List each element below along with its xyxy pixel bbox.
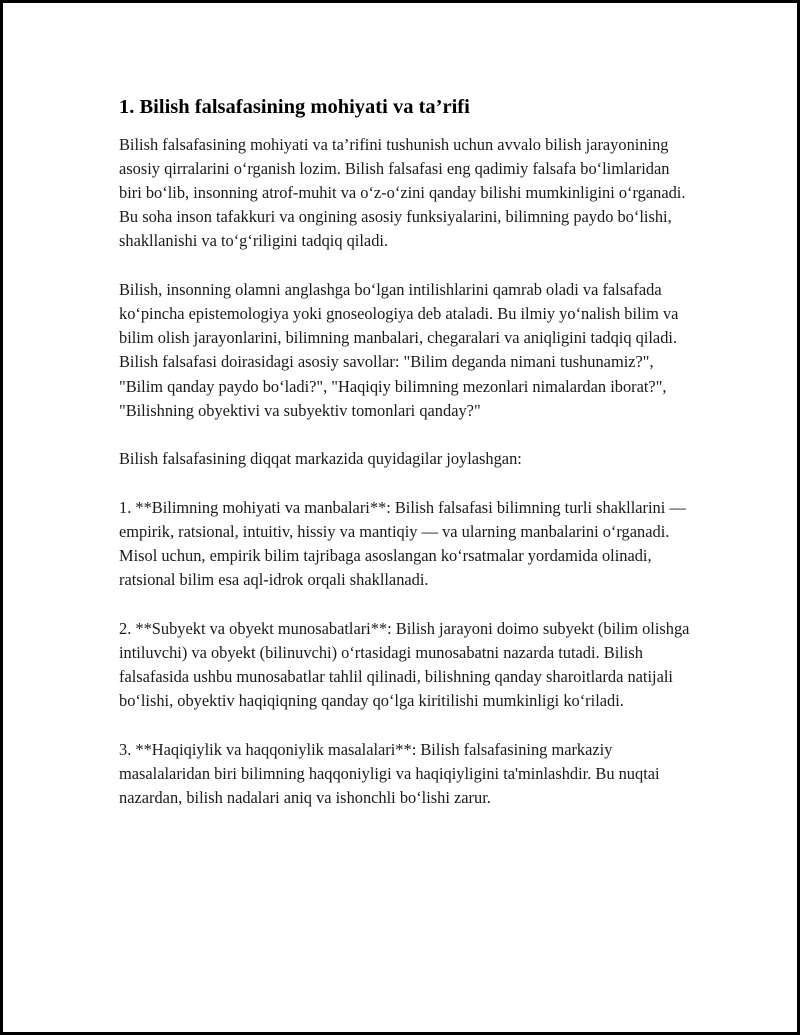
list-item-subject-object: 2. **Subyekt va obyekt munosabatlari**: Bilish jarayoni doimo subyekt (bilim olishga intiluvchi) va obyekt (bilinuvchi) o‘rtasidagi munosabatni nazarda tutadi. Bilish falsafasida ushbu munosabatlar tahlil qilinadi, bilishning qanday sharoitlarda natijali bo‘lishi, obyektiv haqiqiqning qanday qo‘lga kiritilishi mumkinligi ko‘riladi. — [119, 618, 690, 711]
section-heading: 1. Bilish falsafasining mohiyati va ta’rifi — [119, 96, 470, 118]
paragraph-focus-lead: Bilish falsafasining diqqat markazida quyidagilar joylashgan: — [119, 449, 522, 469]
paragraph-epistemology: Bilish, insonning olamni anglashga bo‘lgan intilishlarini qamrab oladi va falsafada ko‘pincha epistemologiya yoki gnoseologiya deb ataladi. Bu ilmiy yo‘nalish bilim va bilim olish jarayonlarini, bilimning manbalari, chegaralari va aniqligini tadqiq qiladi. Bilish falsafasi doirasidagi asosiy savollar: "Bilim deganda nimani tushunamiz?", "Bilim qanday paydo bo‘ladi?", "Haqiqiy bilimning mezonlari nimalardan iborat?", "Bilishning obyektivi va subyektiv tomonlari qanday?" — [119, 279, 679, 420]
document-body — [119, 95, 694, 834]
list-item-knowledge-sources: 1. **Bilimning mohiyati va manbalari**: Bilish falsafasi bilimning turli shakllarini — empirik, ratsional, intuitiv, hissiy va mantiqiy — va ularning manbalarini o‘rganadi. Misol uchun, empirik bilim tajribaga asoslangan ko‘rsatmalar yordamida olinadi, ratsional bilim esa aql-idrok orqali shakllanadi. — [119, 497, 686, 590]
paragraph-intro: Bilish falsafasining mohiyati va ta’rifini tushunish uchun avvalo bilish jarayonining asosiy qirralarini o‘rganish lozim. Bilish falsafasi eng qadimiy falsafa bo‘limlaridan biri bo‘lib, insonning atrof-muhit va o‘z-o‘zini qanday bilishi mumkinligini o‘rganadi. Bu soha inson tafakkuri va ongining asosiy funksiyalarini, bilimning paydo bo‘lishi, shakllanishi va to‘g‘riligini tadqiq qiladi. — [119, 134, 686, 251]
list-item-truth-validity: 3. **Haqiqiylik va haqqoniylik masalalari**: Bilish falsafasining markaziy masalalaridan biri bilimning haqqoniyligi va haqiqiyligini ta'minlashdir. Bu nuqtai nazardan, bilish nadalari aniq va ishonchli bo‘lishi zarur. — [119, 739, 660, 807]
